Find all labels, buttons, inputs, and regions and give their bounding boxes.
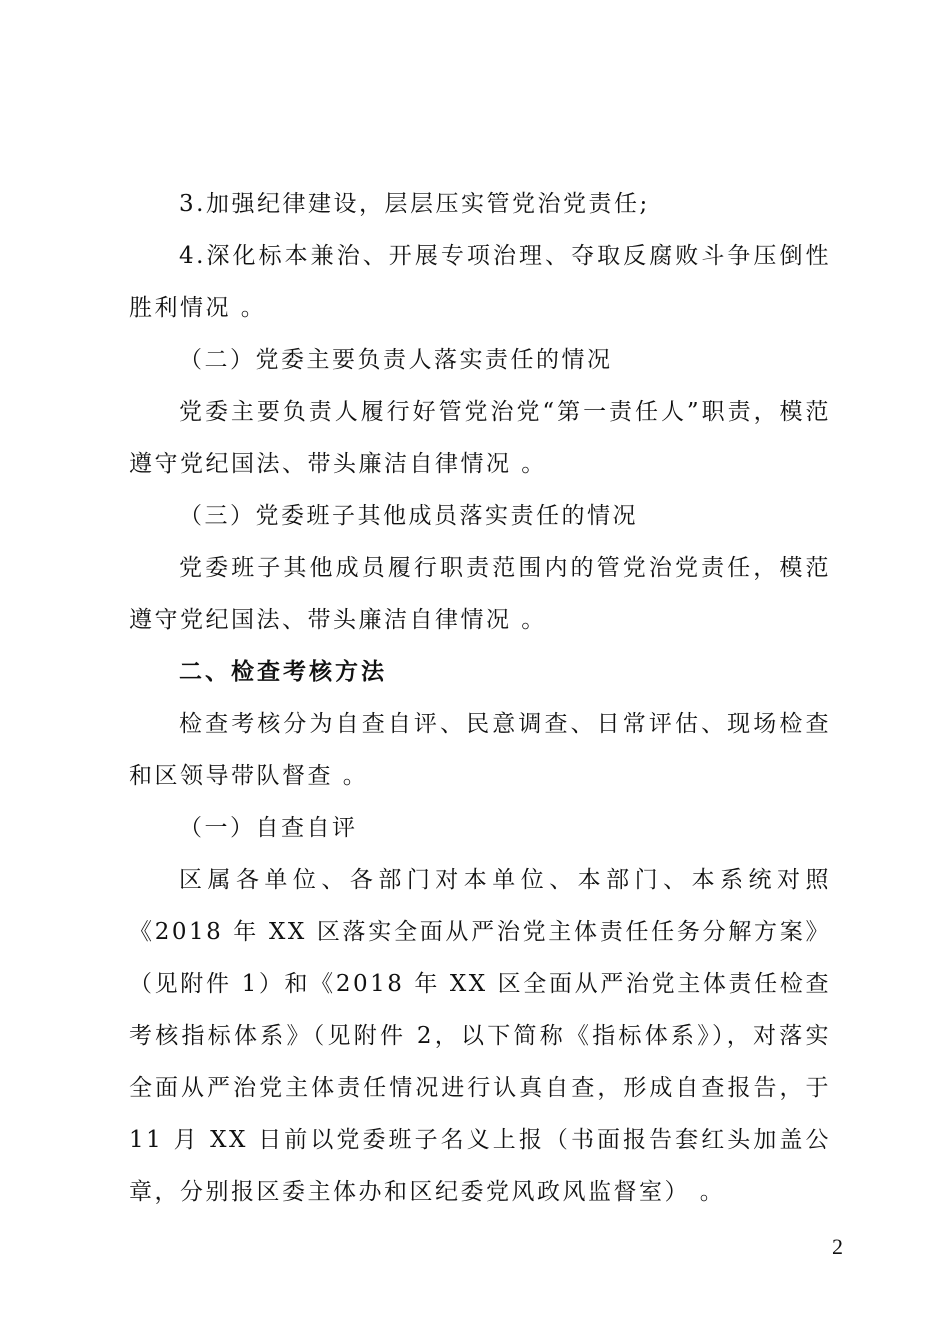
document-body	[129, 178, 831, 1218]
paragraph-party-leader: 党委主要负责人履行好管党治党“第一责任人”职责，模范遵守党纪国法、带头廉洁自律情况 。	[129, 399, 831, 477]
subheading-party-leader: （二）党委主要负责人落实责任的情况	[179, 347, 613, 373]
section-heading-methods: 二、检查考核方法	[179, 659, 387, 685]
paragraph-item-3: 3.加强纪律建设，层层压实管党治党责任;	[179, 191, 650, 217]
paragraph-self-check: 区属各单位、各部门对本单位、本部门、本系统对照《2018 年 XX 区落实全面从严治党主体责任任务分解方案》（见附件 1）和《2018 年 XX 区全面从严治党主体责任检查考核指标体系》（见附件 2，以下简称《指标体系》），对落实全面从严治党主体责任情况进行认真自查，形成自查报告，于 11 月 XX 日前以党委班子名义上报（书面报告套红头加盖公章，分别报区委主体办和区纪委党风政风监督室） 。	[129, 867, 831, 1205]
subheading-other-members: （三）党委班子其他成员落实责任的情况	[179, 503, 638, 529]
paragraph-other-members: 党委班子其他成员履行职责范围内的管党治党责任，模范遵守党纪国法、带头廉洁自律情况 。	[129, 555, 831, 633]
paragraph-methods-overview: 检查考核分为自查自评、民意调查、日常评估、现场检查和区领导带队督查 。	[129, 711, 831, 789]
page-number: 2	[832, 1234, 843, 1259]
subheading-self-check: （一）自查自评	[179, 815, 358, 841]
paragraph-item-4: 4.深化标本兼治、开展专项治理、夺取反腐败斗争压倒性胜利情况 。	[129, 243, 831, 321]
